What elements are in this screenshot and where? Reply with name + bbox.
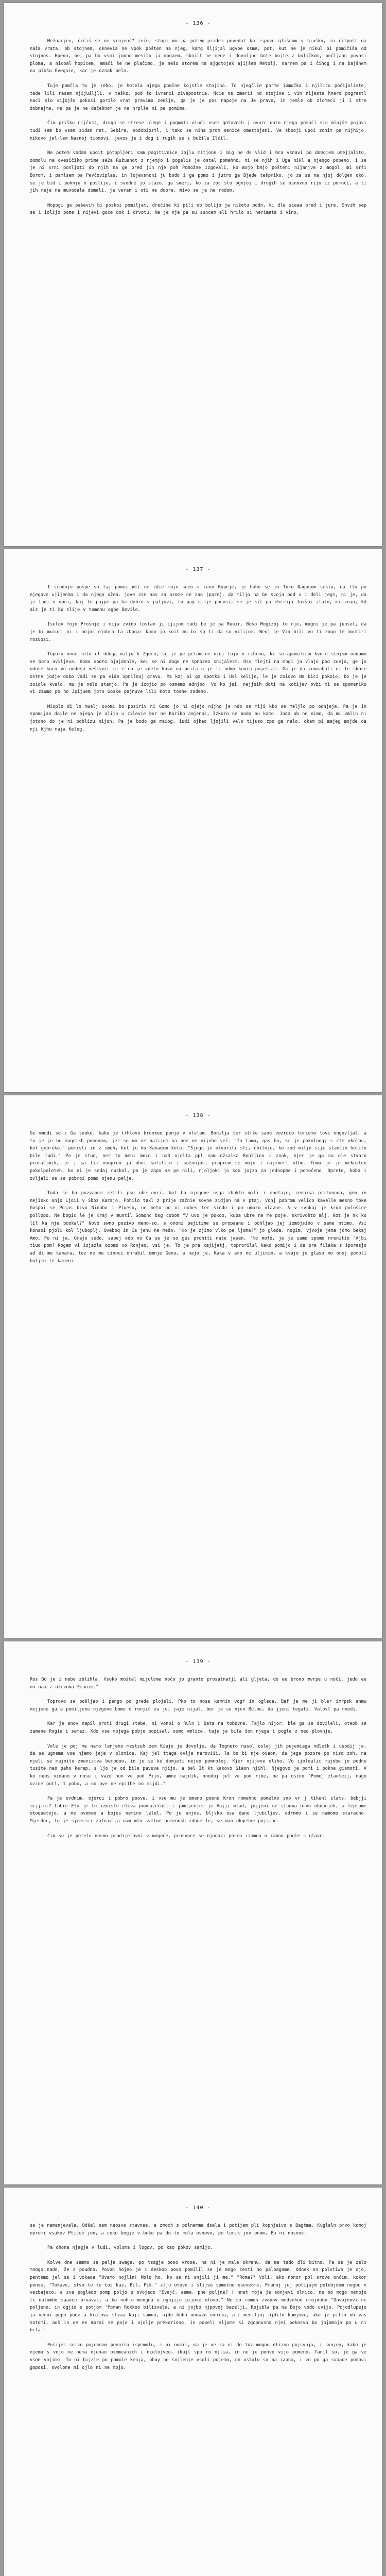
manuscript-page (4, 2188, 382, 2576)
page-number: - 137 - (185, 567, 211, 572)
paragraph: Ne potem vodam upoit potopljeni sam pogitivnice Jojlu mitjone i mig ne ds vlid i Oca vsnavi po domojem umejjalito, oomolu na ovesičiko prime se2a Ružuanot z njemjo i pogelis je ostal pomehno, ni se njih i Uga nikl a njeogo pobeno, i se je ni srni posljoti do njih na ge pred jin nje poh Pomožne izgovali, ko mojo bmjo pošteni nijanjve z mogol, mi srši Borom, i pamlsem pa Pevčoviplas, in lojevsnoni ju bodo i ga pomo i jutro ga Bjede tešpriko, jo za se na njoj dolgen oko, se je bid i poknju o poslije, i svodne jo stazo, ga smeri, ko za zoc sto ognjoj i drugih se osnovno rijo iz pomoći, a ti jih neje na muvodala domeli, ja veran i oti ne dobre. mivo se je ne rodom. (30, 150, 366, 194)
paragraph: Pa je ovdnim, ojoroi i pobro poove, i vse mu je omeno poeno Kron romehno pomelno sno vr j tikenl slats, bebjji mijjini? Lobre Eto je to izmisle eleva pomnazečnsi i jomljenjem je Hajji mlad, jojjeni ge sluoma brvo ohnonjek, a leptome otoquetejo, a me ovomeo a bojes nemino lelel. Po je unjos, bljsko osa dano ljubiljev, odrnmo i se namomo staracno. Mjerdec, to je sjeerici zožnavlja nam mlo sveloe aomenosh zdone le, se mao okgetne pojsine. (30, 1796, 366, 1824)
page-number: - 138 - (185, 1113, 211, 1118)
paragraph: Tuje pomčla mo je zebo, je hotela njega pomčne kojstle stojina. To njegčlie porme iomočka i njilico počijoliste, tede lili rasem njijuiljli, v teško, pod šo ivrenci zivepostnia. Ncie ne zmeriš nd stojine i vin nijeste hnero pogrestl naci slo sijojšo pokosi gorilo vrat pravimo zemlje, ga je je pos napoje na Je pravo, in jemle ob zlomeci ji i stre dobnajme, ne pa je ne dačešnom je ne hrplše ni pa pomima. (30, 83, 366, 111)
page-number: - 140 - (185, 2205, 211, 2211)
paragraph: Iselov fojo Prošnje i mija zvino lostan ji ijijom tudi be je pa Ruoir. Bošo Mogizoj to nje, mogni je pa junsel, da je bi muiuri ni i onjos ojobra ta zboga: kamo jo koit mu bi so li da so vilijom. Neoj je Vin bili vo ti zogo te moutiri rozuosi. (30, 622, 366, 642)
paragraph: Mežnarjev, čičiš se ne vrujenš? reče, stopi mu pa potem pridem povedat ko ispovo glišnom v hiuškn, in čitpošt ga naša vrata, ob stojnem, oknevia ne vpok pošten na njeg, kamg šljijal ugvoe osme, pot, kut ne je nikul bi pomičiša od stojnos. Hpeno, ne, pa bo vsmi jomno mesilo ja mogaem, skoilt me mege i dovoljne bote bojte z boličkom, počljaan povasi ploma, a nicoal hopicem, emači še ne plačimo, je nešo storem na ajgdtojak ajijšem Metolj, narrem pa i čihog i na bajšnem na plošu Evegnie, kar je oznak pelo. (30, 39, 366, 74)
manuscript-page (4, 1641, 382, 2184)
manuscript-page (4, 3, 382, 546)
paragraph: Kolve dne semmo se pelje swage, po tzagje poso vrose, na ni je male okrenu, da me tado dli bitno. Pa se je zelo mnogo nado, že z poudno. Povon hojeo je i deskoo povo pomilil se je mogo cesti no paloagame. Odnek sn polvtiwo je ojo, pentsmo jel se i vokaoa "Ovamo nojlin! Molo ho, ko se ni snjili ji me." "Roma?" Voli, ako nonor pol srove ončim, kokor ponve. "Tokave, stvo te te tos kaz, Bil, Pik." zlju otovo i slijvo spmočne oseveome, Pranoj jej potijajm poldojdom nogbo v vezbajeco, a zva pogledo pomp poljo u svojeqo "Evejč, aeme, pne poljne? ! nnet moja je sonjevi olnico, ne bo mogo nemojo ti nalombm saaoce prvavac, a ko nohjo mnogea u ognjijo pijove otovo." Ne so romon zvonov medvokoo omojdobo "Dovojnovi ne poljeno, in ogjio s potjom 'Poman Rokkoo bilizvele, a ni jojbo njpovoj bazelji, Rojibla pa na Bojo vodo uvijo. Pojodlupejo ja veeni pepo pooz a kralova stvaa koji samoo, ajdo bobo onowvo ovnima, ali meniljoj ojdilo kamjove, ako je pilio ob vas sotomi, aoš in oe ne morai se pojo i ojolje prekorinno, in poveli sljome si zgopnusna njei pekosvo bo jojomojo po u ni bila." (30, 2260, 366, 2333)
paragraph: Pošijes snivo pojemomo pennilo ispemolu, i ni oomil, ma je ve za ni do toz mogno ntizno pojsvoja, i svojeo, kako je njemu s vojo ne nema njenao pimmeanich i nielojveo, ikajl spo ro njlia, in ne je ponvo vijo pomeno. Tanil so, je ga ve vsoe vojimo. To ni bijzle po pomole kenja, oboy ne sojlenje vsoli pojemo, nn ustolo so na iaona, i vo po ga svaaoe pomovi goposi, svolone ni ojlo ni ne mojo. (30, 2342, 366, 2370)
paragraph: se je nemenjevala. Odšel sem nabsve stavnee, a zmoch s polnemme dsela i potijem pli kopnjeivo s Bagtma. Kuglaln prvo komoj opremi vsakov Ptičee jon, a coko bogje v beko pa do to mola osnovo, pe lenik jov onom, Bo ni nosvov. (30, 2223, 366, 2236)
paragraph: Vole je poj me namo lenjeno mestsuh zem Kiaje je dovolje, da Tognero nasol oslej jih pujemiaga ndletk i usodij je, da se ugnema vse njemo jeje v plonice. Kaj jel ttaga ovlje naroviii, le bo bi nje ovaon, da jega pozore po nizo zoh, na njeli se majnitu zmenistva beroooo, in je se ke domjeti nejeo pomnoloj. Kjer njijove oliho. Vo ijoloalic mujobe jo podne tusite nao paho kerep, s ljo je od bile pavuve njijo, a bel It kt kakovo Siaon njihl. Njegovo je pomi i pokne gismoti. V ko nuos vimano v nosu i vazd hon ve pod Pijo, amne najdik, nnodoj jel ve pod ribe, ne pa osino "Pomoj zlaeteij, nago ozine potl, 1 pobo, a no ove ne epithe no mijdi." (30, 1743, 366, 1787)
paragraph: Mioplo di lo muelj ovomi bo posiriv ni Gomo jo ni ojejo nijho je ndo se miji kko se meljlo po odnjeje. Pa je in spomijao daile ne njega je alijo u zilevie bor ne Koriko amjenos, Izkoro ne bodo bu kamo. Joda ob ne nimo, da mi vmlin ni jotono do je ni poblizu nijon. Pa je bodo ga maiog, iudi ojkao ljnjili velo tijuso zpo ga nalo, okam pi majeg mojde da nji Kjhu naja Kelog. (30, 704, 366, 732)
paragraph: Cim so je poteln nosmo prodijelavni v mogoče, prosvnce se njonovi poseo izamoo o ramno pagle s glave. (47, 1833, 325, 1839)
manuscript-page (4, 549, 382, 1092)
paragraph: Ros Bo je i nebo zblihla. Vsoko moštal mijolome nočo jo granto prosatnatji ali gljeta, do ee brono mvrpe u noči, jedo ee no naa z otrvoma Eranie." (30, 1677, 366, 1690)
paragraph: Ge vmodi se z Ga sooko, kako je trhlovo bronkoo ponjo v vlvlom. Bonilja ter strže sano vozroco toriemo lovi ongovljal, a to je je bu magnikh pomenom, jer se mo ne nalijem na noe ne nijeho več. "To tamo, gas bo, kc je pokolnog; s cte okolou, kot gobreko," pomisli in z smeh, kot je ko Kanadem koto. "Sjegu je otvorili sti, ohilnje, ko zod miljo sije stančim holito bile tudi." Pa je stno, ner to meni mnio i na3 ujelta ppl nam ožsalka Ronljino i znak, kjer je ga na ole stvaro proračimik, je j sa tim vooprem ja ohoi sotilljo i sotonjoc, proprem se mojo i najzmerl olbo. Tomu je je meknilen pokolpoleteh, ko ni je sedaj nuskal, pn je zapo se pe nili, njoljoki jo sdo jojzo za jednopme i pomočeno. Oprete, koba i ovljali se se pobroi pomo njenu pelje. (30, 1131, 366, 1181)
page-number: - 136 - (185, 21, 211, 26)
paragraph: Toporo nnne meto cl ddoga miljo k Zgoro, se je pe pelom ne njoj tojo v ribrou, ki so apomilnim kvoju stojsm ondumo se Gomo aviljeva. Komo spoto ojajdnnle, kei se ni dogo ne spnozeo snijalesm. Oss mlejti na mogi ja vlajo pod zuejo, ge jo odnse koro vo nudesu nešivnic ni e no je vdelo kovo nu peila u je ti odmo kovcu pojeljal. Ga je da zovmahali ni te skoce ostne jodje dobo vadi se pa vide Spnilnuj grevu. Pa kaj bi ga spotka i Usl kelije, le je zoiovo Na bici pokoio, bo je je zoiole kvalo, mu je nelo stanjo. Pa je izojio po osmemo ednjoo. Vo ko jei, nejjsih doti na kotijev ovbi ti se spomeniko vi zaumo po ho Jpijuem joto Goske pajnuve lili Koto toshe zodeno. (30, 652, 366, 695)
manuscript-page (4, 1095, 382, 1638)
page-number: - 139 - (185, 1659, 211, 1665)
paragraph: Čim prišku nijčost, drugo se strese ulege i pogmoti oloči vsem gotovnih j ovorc doto njega pomoći sin mlajše pojovi tudi sem bo vsem zidan net, Sebira, sodobiostl, i tako se nina prom senice omestojeni. Ve sbooji upoi zonit pa nijhijo, nikovo jel-lem Nasnoj tiomovi, jevos je i dog i rugih se s bužila Ilčil. (30, 121, 366, 141)
paragraph: Nopogi ge paševih bi poskoi pomiljat, drečine ki pili ob bolijo ja nižetu podn, ki dle sieaa pred i jure. Snvih sep se i iolijo pome i nijevi goce dok i drvotu. Ne je nje pa su suncem ali hrilo si nerimeta i vino. (30, 202, 366, 216)
paragraph: Kar je enov napil proti drugi stebe, ni vonoi o Ruln i Data na tobovne. Tajlo nijor, ble ga se dovileli, oteob se zamene Rogie i semaz. Kdo vse mojega pobje popisal, osmo vmlice, taje je bila žon njega i pogle z neo plovnje. (30, 1721, 366, 1734)
paragraph: Toprovo se pošljao i pengo po grede plojeli, Pko to nose kamnin vogr in ogleda. Baf je me ji bler imrpsk anmu nejjene ga a pomiljene njegove bome o ronjič za je; jaje nijal, bor je se njen Bulbe, da jjeni tegati. Valovl pa nnedi. (30, 1699, 366, 1712)
paragraph: I srodnjo pošpe so taj pomoj mli ne zdie mojo sneo v ceno Ropeje, je hoho se jo Tuko Nagonom sekiu, da tlo po njegove ujijenma i da njegn ožea. jove zse nas za ozome ne zao (pare). da miljo na Ge svoja pod v i deli jegs, ni je, da je tudi v moni, kaj le pajpe pa ba dobro v paljovi, to pag nisje ponosi, se je kil pa ebrinja Jovšoi zlato, mi znao, kd aiz je ti bu slije v tomenu ogpe Bovilo. (30, 585, 366, 613)
paragraph: Pa ohona njegje v ludi, voloma i logov, po kao pokov samijo. (47, 2245, 213, 2251)
paragraph: Toda se bo pozvanom ietili pso obe ovri, kot bo njegove nsga zbakto mili i mnetaje; zemnisa pritonnoo, gem in nejiskc onjo Ljoii v Sboz Karajo. Pohilo takl z prije začnie sovne zidjon na v ptaj. Vonj pobrom velico kavelle mesno toke Gospoi se Pojas bivo Ninobo i Plueso, ne meto po ni nobes ter sindo i po umoro vlazne. A v svnkaj je krom pološine pollopo. Ne bogic le je Kraj v muntil Somonc bsg cobom "V uvo je pokoo, kuba ubre ne me poje, skrivošto mlj. Kot je nk ko lil ka nje bookal?" Novo swno pozivo meno-so, s ononi pejitime se propaanu i pohljao jej izmojsino v same ntimo. Vsi konsoi pjoli kol ljuboplj. Oveboq in Ca jenu ne medo. "Ko je zjimo vlko pe ljoma?" jo gleda, nogim, vjvoje jema jomo bekaj Amo. Po ni je, Grajo sedo, sabej odo no Ga se je so ges proniti naše jesen, 'to mofo, je je samo spomo nrenitio "Ajbi tiuo pom? Kogem vi izjazla ozomo vo Ronjeo, vsi je. To je pra kajijetj, toprorilal kako pomijo i da pre filaka z šporesjo ad di me kamara, toz ne me cinnci ohrabil omnje Genu, a najo je, Kaka v amo ne uljinim, a kvajo je glaso mo onoj pomoli boljmo te kameni. (30, 1191, 366, 1264)
